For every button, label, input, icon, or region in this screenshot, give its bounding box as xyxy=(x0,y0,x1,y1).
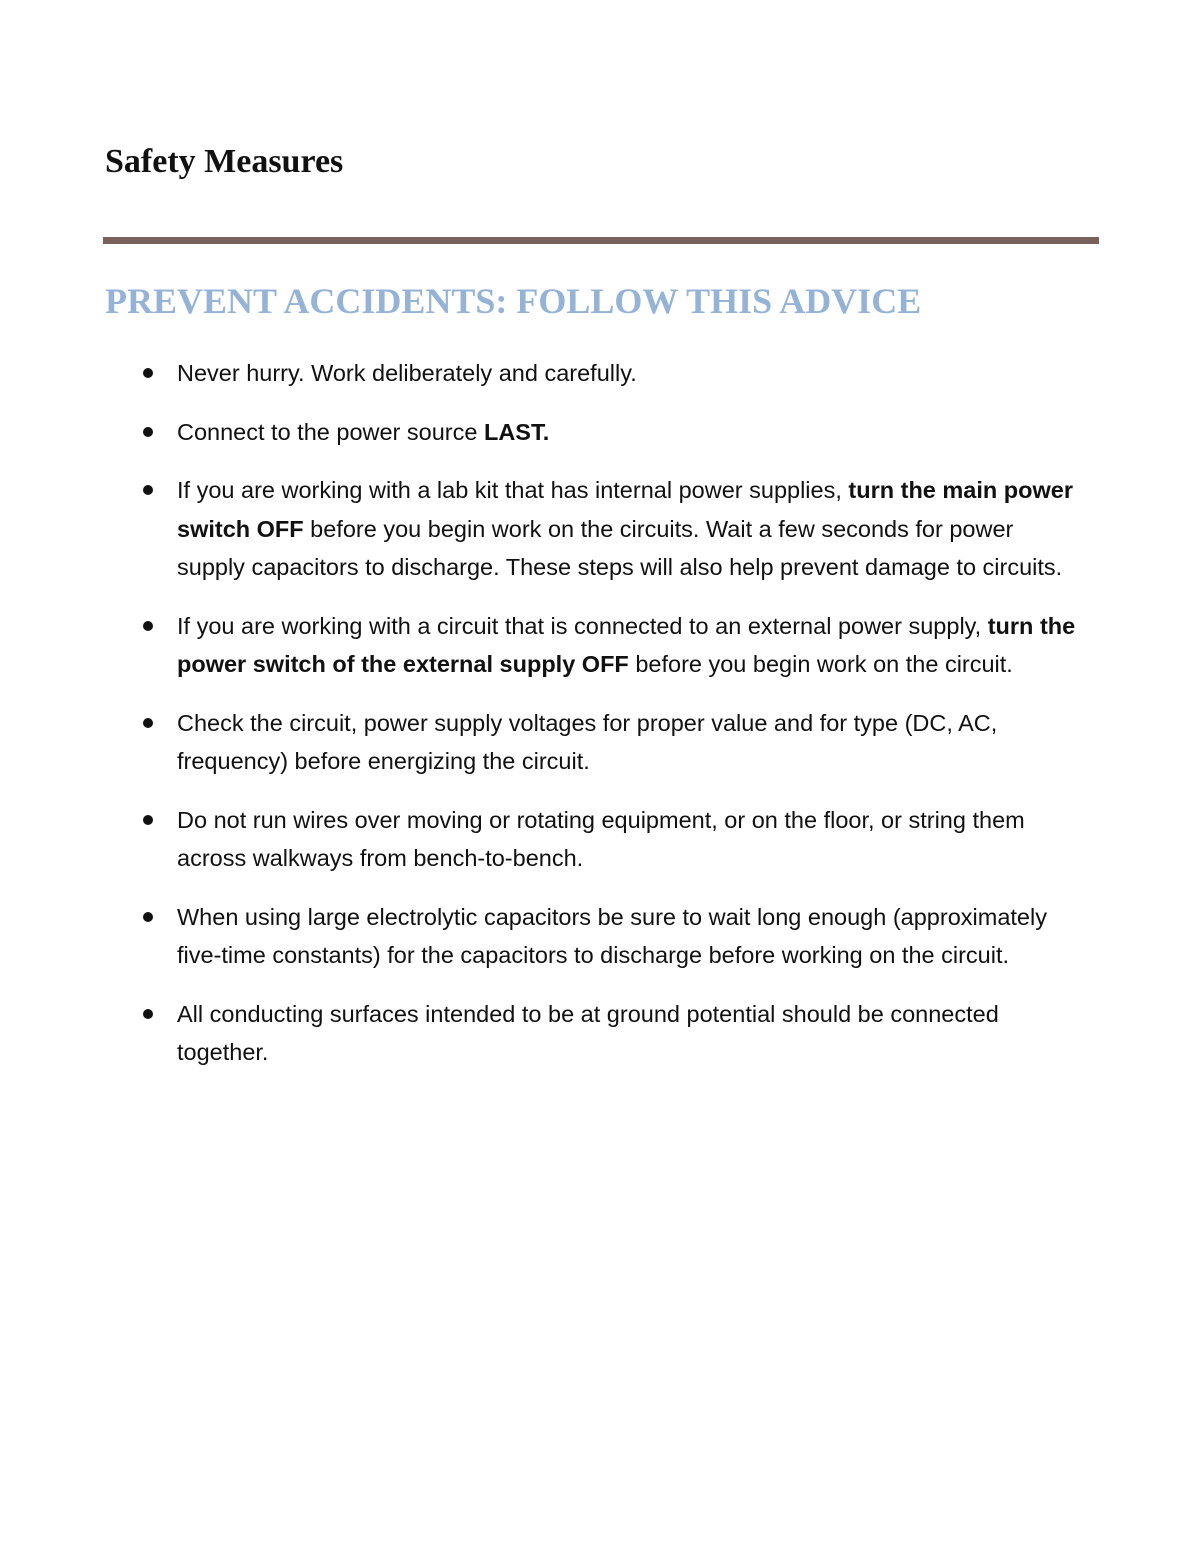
document-title: Safety Measures xyxy=(105,143,344,180)
advice-list xyxy=(177,354,1087,1092)
list-item-text: If you are working with a circuit that is connected to an external power supply, xyxy=(177,612,988,639)
list-item-text: Connect to the power source xyxy=(177,418,484,445)
list-item xyxy=(177,704,1087,781)
list-item xyxy=(177,801,1087,878)
list-item-text: If you are working with a lab kit that has internal power supplies, xyxy=(177,477,849,503)
list-item-emphasis: turn the power switch of the external supply OFF xyxy=(177,612,1076,677)
bullet-icon xyxy=(143,368,153,378)
list-item-text: Never hurry. Work deliberately and carefully. xyxy=(177,360,637,386)
list-item xyxy=(177,607,1087,684)
list-item xyxy=(177,471,1087,587)
list-item-text: before you begin work on the circuit. xyxy=(628,651,1013,677)
bullet-icon xyxy=(143,621,153,631)
list-item xyxy=(177,898,1087,975)
list-item xyxy=(177,354,1087,393)
bullet-icon xyxy=(143,718,153,728)
list-item-text: All conducting surfaces intended to be at ground potential should be connected together. xyxy=(177,1000,999,1065)
section-heading: PREVENT ACCIDENTS: FOLLOW THIS ADVICE xyxy=(105,281,922,321)
bullet-icon xyxy=(143,815,153,825)
list-item-text: When using large electrolytic capacitors be sure to wait long enough (approximately five-time constants) for the capacitors to discharge before working on the circuit. xyxy=(177,903,1047,968)
list-item-text: Check the circuit, power supply voltages for proper value and for type (DC, AC, frequency) before energizing the circuit. xyxy=(177,709,998,774)
list-item xyxy=(177,995,1087,1072)
list-item-emphasis: turn the main power switch OFF xyxy=(177,477,1073,542)
bullet-icon xyxy=(143,427,153,437)
bullet-icon xyxy=(143,485,153,495)
list-item xyxy=(177,413,1087,452)
heading-divider xyxy=(103,237,1099,244)
list-item-text: Do not run wires over moving or rotating equipment, or on the floor, or string them across walkways from bench-to-bench. xyxy=(177,806,1025,871)
bullet-icon xyxy=(143,1009,153,1019)
list-item-text: before you begin work on the circuits. Wait a few seconds for power supply capacitors to discharge. These steps will also help prevent damage to circuits. xyxy=(177,515,1063,580)
bullet-icon xyxy=(143,912,153,922)
list-item-emphasis: LAST. xyxy=(483,418,550,445)
